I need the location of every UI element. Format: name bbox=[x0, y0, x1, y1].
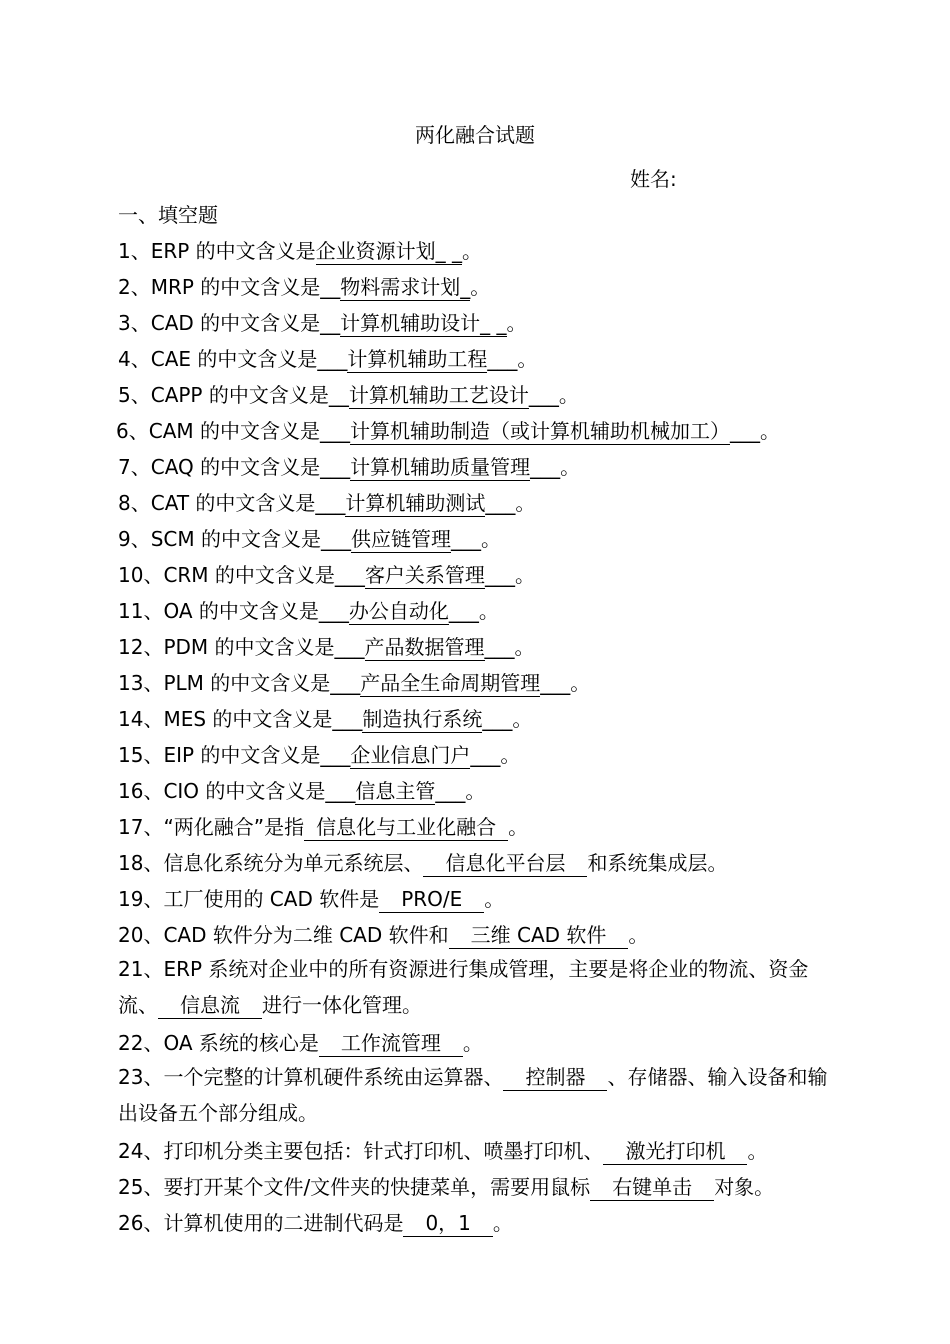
name-label: 姓名: bbox=[630, 167, 677, 191]
answer-blank: 产品数据管理 bbox=[364, 635, 485, 659]
answer-blank: 物料需求计划_ bbox=[340, 275, 471, 299]
section-heading: 一、填空题 bbox=[118, 203, 218, 227]
answer-blank: 计算机辅助制造（或计算机辅助机械加工） bbox=[349, 419, 730, 443]
question-8: 8、CAT 的中文含义是___计算机辅助测试___。 bbox=[118, 491, 536, 515]
question-16: 16、CIO 的中文含义是___信息主管___。 bbox=[118, 779, 486, 803]
answer-blank: 企业资源计划_ _ bbox=[315, 239, 463, 263]
question-7: 7、CAQ 的中文含义是___计算机辅助质量管理___。 bbox=[118, 455, 581, 479]
question-21: 21、ERP 系统对企业中的所有资源进行集成管理，主要是将企业的物流、资金流、 信息流 进行一体化管理。 bbox=[118, 957, 809, 1017]
answer-blank: 信息化平台层 bbox=[423, 850, 587, 877]
answer-blank: 工作流管理 bbox=[319, 1030, 463, 1057]
question-1: 1、ERP 的中文含义是企业资源计划_ _。 bbox=[118, 239, 483, 263]
question-23: 23、一个完整的计算机硬件系统由运算器、 控制器 、存储器、输入设备和输出设备五个部分组成。 bbox=[118, 1065, 828, 1125]
question-3: 3、CAD 的中文含义是__计算机辅助设计_ _。 bbox=[118, 311, 527, 335]
answer-blank: 控制器 bbox=[503, 1064, 607, 1091]
question-25: 25、要打开某个文件/文件夹的快捷菜单，需要用鼠标 右键单击 对象。 bbox=[118, 1175, 775, 1199]
question-6: 6、CAM 的中文含义是___计算机辅助制造（或计算机辅助机械加工）___。 bbox=[116, 419, 780, 443]
question-19: 19、工厂使用的 CAD 软件是 PRO/E 。 bbox=[118, 887, 505, 911]
question-15: 15、EIP 的中文含义是___企业信息门户___。 bbox=[118, 743, 521, 767]
question-26: 26、计算机使用的二进制代码是 0，1 。 bbox=[118, 1211, 513, 1235]
answer-blank: 计算机辅助测试 bbox=[345, 491, 486, 515]
question-18: 18、信息化系统分为单元系统层、 信息化平台层 和系统集成层。 bbox=[118, 851, 728, 875]
answer-blank: 计算机辅助工程 bbox=[347, 347, 488, 371]
question-22: 22、OA 系统的核心是 工作流管理 。 bbox=[118, 1031, 483, 1055]
answer-blank: 计算机辅助工艺设计 bbox=[348, 383, 529, 407]
answer-blank: 办公自动化 bbox=[348, 599, 449, 623]
question-17: 17、“两化融合”是指 信息化与工业化融合 。 bbox=[118, 815, 529, 839]
document-title: 两化融合试题 bbox=[415, 123, 535, 147]
question-9: 9、SCM 的中文含义是___供应链管理___。 bbox=[118, 527, 501, 551]
answer-blank: 供应链管理 bbox=[351, 527, 451, 551]
question-11: 11、OA 的中文含义是___办公自动化___。 bbox=[118, 599, 499, 623]
question-10: 10、CRM 的中文含义是___客户关系管理___。 bbox=[118, 563, 535, 587]
answer-blank: 企业信息门户 bbox=[350, 743, 471, 767]
answer-blank: 产品全生命周期管理 bbox=[360, 671, 541, 695]
answer-blank: 信息流 bbox=[158, 992, 262, 1019]
answer-blank: 右键单击 bbox=[590, 1174, 714, 1201]
answer-blank: 制造执行系统 bbox=[362, 707, 483, 731]
answer-blank: 信息化与工业化融合 bbox=[304, 814, 508, 841]
question-4: 4、CAE 的中文含义是___计算机辅助工程___。 bbox=[118, 347, 538, 371]
question-12: 12、PDM 的中文含义是___产品数据管理___。 bbox=[118, 635, 535, 659]
answer-blank: PRO/E bbox=[379, 886, 484, 913]
answer-blank: 激光打印机 bbox=[603, 1138, 747, 1165]
answer-blank: 三维 CAD 软件 bbox=[449, 922, 629, 949]
question-24: 24、打印机分类主要包括：针式打印机、喷墨打印机、 激光打印机 。 bbox=[118, 1139, 768, 1163]
answer-blank: 计算机辅助质量管理 bbox=[350, 455, 531, 479]
answer-blank: 0，1 bbox=[403, 1210, 492, 1237]
question-2: 2、MRP 的中文含义是__物料需求计划_。 bbox=[118, 275, 491, 299]
question-20: 20、CAD 软件分为二维 CAD 软件和 三维 CAD 软件 。 bbox=[118, 923, 649, 947]
answer-blank: 信息主管 bbox=[355, 779, 436, 803]
answer-blank: 计算机辅助设计_ _ bbox=[340, 311, 507, 335]
question-5: 5、CAPP 的中文含义是__计算机辅助工艺设计___。 bbox=[118, 383, 579, 407]
question-14: 14、MES 的中文含义是___制造执行系统___。 bbox=[118, 707, 533, 731]
question-13: 13、PLM 的中文含义是___产品全生命周期管理___。 bbox=[118, 671, 591, 695]
answer-blank: 客户关系管理 bbox=[364, 563, 485, 587]
